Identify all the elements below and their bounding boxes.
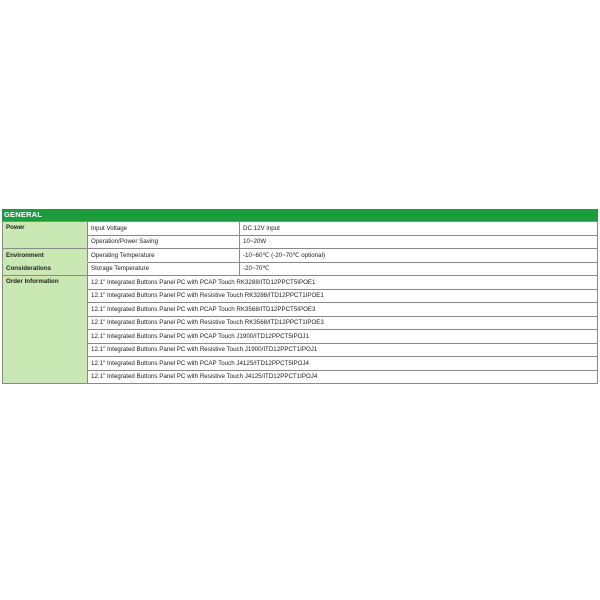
- order-item: 12.1" Integrated Buttons Panel PC with Resistive Touch J1900/ITD12PPCT1IPOJ1: [88, 343, 598, 357]
- table-row: [3, 370, 598, 384]
- category-order-information: Order Information: [3, 276, 88, 384]
- table-row: [3, 276, 598, 290]
- order-item: 12.1" Integrated Buttons Panel PC with PCAP Touch RK3288/ITD12PPCT5IPOE1: [88, 276, 598, 290]
- spec-item: Operating Temperature: [88, 249, 240, 263]
- spec-table: [2, 221, 598, 384]
- category-environment-line1: Environment: [3, 249, 88, 263]
- table-row: [3, 357, 598, 371]
- table-row: [3, 343, 598, 357]
- order-item: 12.1" Integrated Buttons Panel PC with PCAP Touch J4125/ITD12PPCT5IPOJ4: [88, 357, 598, 371]
- table-row: [3, 330, 598, 344]
- table-row: [3, 249, 598, 263]
- order-item: 12.1" Integrated Buttons Panel PC with Resistive Touch RK3568/ITD12PPCT1IPOE3: [88, 316, 598, 330]
- order-item: 12.1" Integrated Buttons Panel PC with PCAP Touch RK3568/ITD12PPCT5IPOE3: [88, 303, 598, 317]
- category-power: Power: [3, 222, 88, 249]
- table-row: [3, 262, 598, 276]
- table-row: [3, 289, 598, 303]
- table-row: [3, 316, 598, 330]
- table-row: [3, 222, 598, 236]
- table-row: [3, 235, 598, 249]
- order-item: 12.1" Integrated Buttons Panel PC with PCAP Touch J1900/ITD12PPCT5IPOJ1: [88, 330, 598, 344]
- spec-item: Input Voltage: [88, 222, 240, 236]
- section-header-general: GENERAL: [2, 209, 598, 221]
- order-item: 12.1" Integrated Buttons Panel PC with Resistive Touch RK3288/ITD12PPCT1IPOE1: [88, 289, 598, 303]
- order-item: 12.1" Integrated Buttons Panel PC with Resistive Touch J4125/ITD12PPCT1IPOJ4: [88, 370, 598, 384]
- table-row: [3, 303, 598, 317]
- spec-value: DC 12V input: [240, 222, 598, 236]
- category-environment-line2: Considerations: [3, 262, 88, 276]
- spec-item: Operation/Power Saving: [88, 235, 240, 249]
- spec-item: Storage Temperature: [88, 262, 240, 276]
- spec-value: -10~60℃ (-20~70℃ optional): [240, 249, 598, 263]
- spec-value: -20~70℃: [240, 262, 598, 276]
- spec-value: 10~20W: [240, 235, 598, 249]
- spec-table-container: [2, 209, 598, 384]
